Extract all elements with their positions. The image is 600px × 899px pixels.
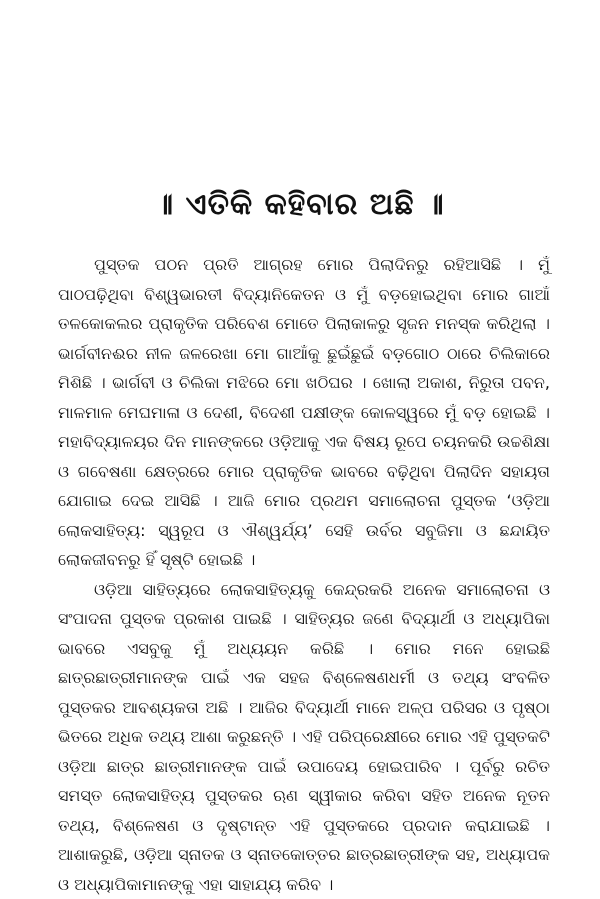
body-text [58, 250, 550, 899]
page-title: ॥ ଏତିକି କହିବାର ଅଛି ॥ [0, 185, 600, 225]
paragraph-1: ପୁସ୍ତକ ପଠନ ପ୍ରତି ଆଗ୍ରହ ମୋର ପିଲାଦିନରୁ ରହିଆସିଛି । ମୁଁ ପାଠପଢ଼ିଥିବା ବିଶ୍ୱଭାରତୀ ବିଦ୍ୟାନିକେତନ ଓ ମୁଁ ବଡ଼ହୋଇଥିବା ମୋର ଗାଆଁ ତଳକୋକଲର ପ୍ରାକୃତିକ ପରିବେଶ ମୋତେ ପିଲାକାଳରୁ ସୃଜନ ମନସ୍କ କରିଥିଲା । ଭାର୍ଗବୀନଈର ନୀଳ ଜଳରେଖା ମୋ ଗାଆଁକୁ ଛୁଇଁଛୁଇଁ ବଡ଼ଗୋଠ ଠାରେ ଚିଲିକାରେ ମିଶିଛି । ଭାର୍ଗବୀ ଓ ଚିଲିକା ମଝିରେ ମୋ ଖଠିଘର । ଖୋଲା ଅକାଶ, ନିରୁତା ପବନ, ମାଳମାଳ ମେଘମାଳା ଓ ଦେଶୀ, ବିଦେଶୀ ପକ୍ଷୀଙ୍କ କୋଳସ୍ୱରେ ମୁଁ ବଡ଼ ହୋଇଛି । ମହାବିଦ୍ୟାଳୟର ଦିନ ମାନଙ୍କରେ ଓଡ଼ିଆକୁ ଏକ ବିଷୟ ରୂପେ ଚୟନକରି ଉଚ୍ଚଶିକ୍ଷା ଓ ଗବେଷଣା କ୍ଷେତ୍ରରେ ମୋର ପ୍ରାକୃତିକ ଭାବରେ ବଢ଼ିଥିବା ପିଲାଦିନ ସହାୟତା ଯୋଗାଇ ଦେଇ ଆସିଛି । ଆଜି ମୋର ପ୍ରଥମ ସମାଲୋଚନା ପୁସ୍ତକ ‘ଓଡ଼ିଆ ଲୋକସାହିତ୍ୟ: ସ୍ୱରୂପ ଓ ଐଶ୍ୱର୍ଯ୍ୟ’ ସେହି ଉର୍ବର ସବୁଜିମା ଓ ଛନ୍ଦାୟିତ ଲୋକଜୀବନରୁ ହିଁ ସୃଷ୍ଟି ହୋଇଛି । [58, 250, 550, 575]
paragraph-2: ଓଡ଼ିଆ ସାହିତ୍ୟରେ ଲୋକସାହିତ୍ୟକୁ କେନ୍ଦ୍ରକରି ଅନେକ ସମାଲୋଚନା ଓ ସଂପାଦନା ପୁସ୍ତକ ପ୍ରକାଶ ପାଇଛି । ସାହିତ୍ୟର ଜଣେ ବିଦ୍ୟାର୍ଥୀ ଓ ଅଧ୍ୟାପିକା ଭାବରେ ଏସବୁକୁ ମୁଁ ଅଧ୍ୟୟନ କରିଛି । ମୋର ମନେ ହୋଇଛି ଛାତ୍ରଛାତ୍ରୀମାନଙ୍କ ପାଇଁ ଏକ ସହଜ ବିଶ୍ଳେଷଣଧର୍ମୀ ଓ ତଥ୍ୟ ସଂବଳିତ ପୁସ୍ତକର ଆବଶ୍ୟକତା ଅଛି । ଆଜିର ବିଦ୍ୟାର୍ଥୀ ମାନେ ଅଳ୍ପ ପରିସର ଓ ପୃଷ୍ଠା ଭିତରେ ଅଧିକ ତଥ୍ୟ ଆଶା କରୁଛନ୍ତି । ଏହି ପରିପ୍ରେକ୍ଷୀରେ ମୋର ଏହି ପୁସ୍ତକଟି ଓଡ଼ିଆ ଛାତ୍ର ଛାତ୍ରୀମାନଙ୍କ ପାଇଁ ଉପାଦେୟ ହୋଇପାରିବ । ପୂର୍ବରୁ ରଚିତ ସମସ୍ତ ଲୋକସାହିତ୍ୟ ପୁସ୍ତକର ଋଣ ସ୍ୱୀକାର କରିବା ସହିତ ଅନେକ ନୂତନ ତଥ୍ୟ, ବିଶ୍ଳେଷଣ ଓ ଦୃଷ୍ଟାନ୍ତ ଏହି ପୁସ୍ତକରେ ପ୍ରଦାନ କରାଯାଇଛି । ଆଶାକରୁଛି, ଓଡ଼ିଆ ସ୍ନାତକ ଓ ସ୍ନାତକୋତ୍ତର ଛାତ୍ରଛାତ୍ରୀଙ୍କ ସହ, ଅଧ୍ୟାପକ ଓ ଅଧ୍ୟାପିକାମାନଙ୍କୁ ଏହା ସାହାଯ୍ୟ କରିବ । [58, 575, 550, 899]
